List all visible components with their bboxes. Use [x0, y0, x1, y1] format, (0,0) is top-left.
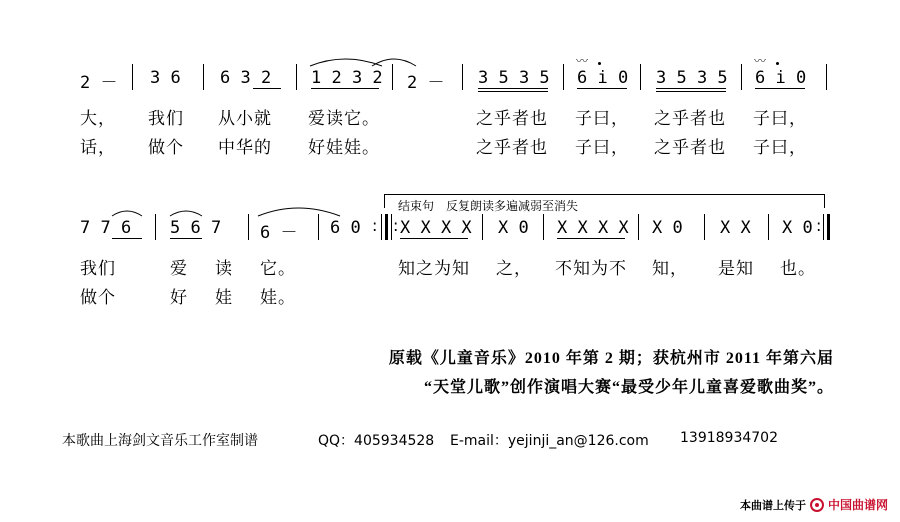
footer-email: E-mail：yejinji_an@126.com: [450, 433, 649, 449]
barline: [543, 214, 544, 240]
measure-11: 5 6 7: [170, 218, 222, 238]
footer-qq: QQ：405934528: [318, 433, 435, 449]
brand-logo-icon: [810, 498, 824, 512]
measure-4: 1 2 3 2: [311, 68, 383, 88]
lyric: 也。: [780, 259, 816, 279]
measure-12: 6 －: [260, 223, 298, 243]
lyric: 子曰，: [753, 109, 807, 129]
publication-note-line-2: “天堂儿歌”创作演唱大赛“最受少年儿童喜爱歌曲奖”。: [423, 379, 834, 396]
measure-18: X X: [720, 218, 751, 238]
lyric: 子曰，: [575, 138, 629, 158]
barline: [203, 64, 204, 90]
slur: [112, 206, 113, 207]
lyric: 做个: [148, 138, 184, 158]
repeat-colon: :: [372, 216, 378, 235]
lyric: 大，: [80, 109, 116, 129]
barline: [826, 64, 827, 90]
measure-8: 3 5 3 5: [656, 68, 728, 88]
source-label: 本曲谱上传于: [739, 498, 806, 512]
lyric: 知之为知: [398, 259, 470, 279]
lyric: 好娃娃。: [308, 138, 380, 158]
measure-3: 6 3 2: [220, 68, 272, 88]
publication-note-line-1: 原载《儿童音乐》2010 年第 2 期；获杭州市 2011 年第六届: [388, 350, 834, 367]
lyric: 中华的: [218, 138, 272, 158]
lyric: 读: [215, 259, 233, 279]
lyric: 爱: [170, 259, 188, 279]
barline: [462, 64, 463, 90]
lyric: 子曰，: [575, 109, 629, 129]
barline: [704, 214, 705, 240]
barline: [132, 64, 133, 90]
measure-17: X 0: [652, 218, 683, 238]
lyric: 不知为不: [555, 259, 627, 279]
barline: [381, 214, 382, 240]
measure-7: 6 i 0: [577, 68, 629, 88]
lyric: 我们: [80, 259, 116, 279]
measure-10: 7 7 6: [80, 218, 132, 238]
mordent-icon: 〰: [576, 54, 589, 68]
eighth-underline: [400, 238, 468, 239]
lyric: 之乎者也: [476, 138, 548, 158]
barline: [768, 214, 769, 240]
repeat-colon: :: [393, 216, 399, 235]
repeat-colon: :: [816, 216, 822, 235]
bracket-label: 结束句 反复朗读多遍减弱至消失: [398, 199, 579, 213]
measure-2: 3 6: [150, 68, 181, 88]
barline: [563, 64, 564, 90]
measure-1: 2 －: [80, 73, 118, 93]
eighth-underline: [311, 88, 379, 89]
measure-5: 2 －: [407, 73, 445, 93]
eighth-underline: [755, 88, 805, 89]
measure-19: X 0: [782, 218, 813, 238]
barline: [823, 214, 824, 240]
lyric: 之乎者也: [654, 138, 726, 158]
lyric: 好: [170, 288, 188, 308]
high-octave-dot: [598, 62, 601, 65]
eighth-underline: [112, 238, 142, 239]
lyric: 话，: [80, 138, 116, 158]
slur: [170, 206, 171, 207]
lyric: 知，: [652, 259, 688, 279]
sixteenth-underline: [656, 91, 726, 92]
sixteenth-underline: [478, 88, 548, 89]
footer-credit: 本歌曲上海剑文音乐工作室制谱: [62, 433, 258, 449]
barline: [638, 214, 639, 240]
barline-thick: [827, 214, 830, 240]
lyric: 从小就: [218, 109, 272, 129]
mordent-icon: 〰: [754, 54, 767, 68]
sixteenth-underline: [656, 88, 726, 89]
barline: [482, 214, 483, 240]
barline: [318, 214, 319, 240]
measure-16: X X X X: [557, 218, 629, 238]
barline: [248, 214, 249, 240]
barline: [391, 214, 392, 240]
barline-thick: [385, 214, 388, 240]
measure-6: 3 5 3 5: [478, 68, 550, 88]
lyric: 之乎者也: [654, 109, 726, 129]
lyric: 之乎者也: [476, 109, 548, 129]
measure-15: X 0: [498, 218, 529, 238]
barline: [640, 64, 641, 90]
lyric: 之，: [496, 259, 532, 279]
eighth-underline: [577, 88, 627, 89]
barline: [741, 64, 742, 90]
lyric: 它。: [260, 259, 296, 279]
lyric: 娃。: [260, 288, 296, 308]
ending-bracket: [384, 194, 824, 195]
lyric: 娃: [215, 288, 233, 308]
slur: [310, 56, 311, 57]
lyric: 我们: [148, 109, 184, 129]
barline: [392, 64, 393, 90]
lyric: 是知: [718, 259, 754, 279]
lyric: 做个: [80, 288, 116, 308]
measure-14: X X X X: [400, 218, 472, 238]
lyric: 子曰，: [753, 138, 807, 158]
slur: [258, 204, 259, 205]
ending-bracket-left: [384, 194, 385, 208]
measure-13: 6 0: [330, 218, 361, 238]
high-octave-dot: [776, 62, 779, 65]
measure-9: 6 i 0: [755, 68, 807, 88]
brand-name[interactable]: 中国曲谱网: [827, 498, 888, 512]
ending-bracket-right: [824, 194, 825, 208]
barline: [296, 64, 297, 90]
eighth-underline: [170, 238, 202, 239]
barline: [155, 214, 156, 240]
eighth-underline: [557, 238, 625, 239]
sixteenth-underline: [478, 91, 548, 92]
eighth-underline: [253, 88, 281, 89]
source-watermark: [740, 496, 888, 513]
slur: [372, 56, 373, 57]
lyric: 爱读它。: [308, 109, 380, 129]
footer-phone: 13918934702: [680, 430, 778, 446]
